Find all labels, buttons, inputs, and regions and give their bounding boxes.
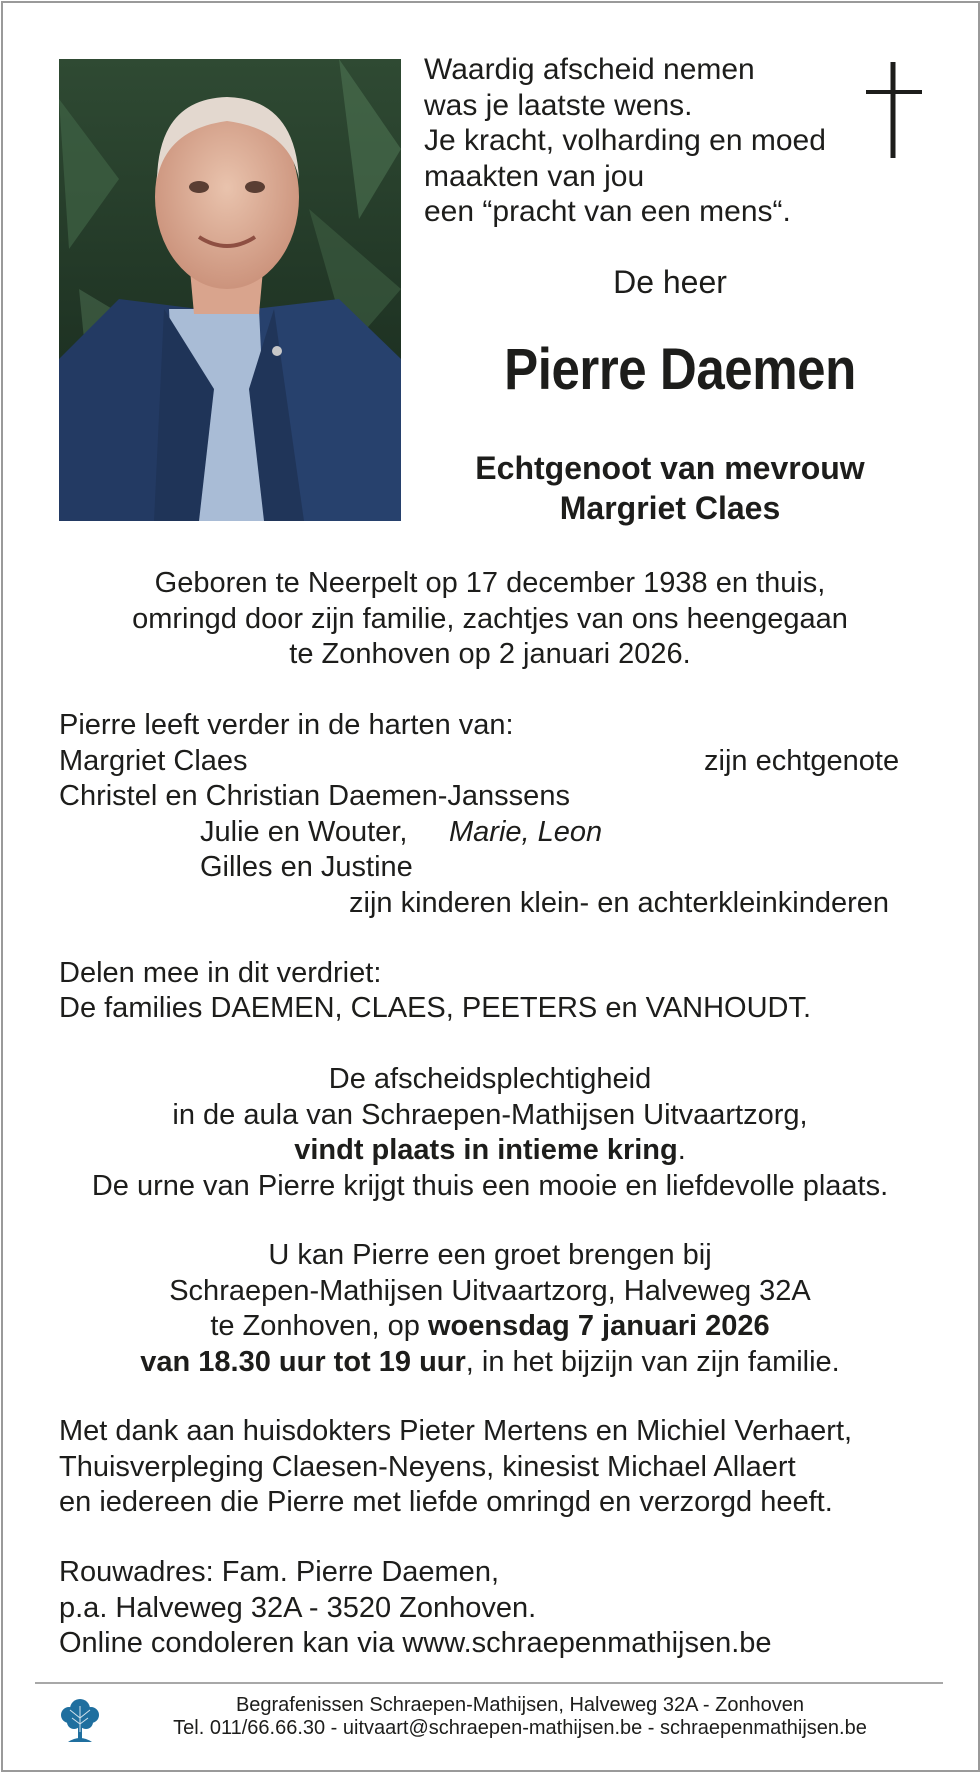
visit-date: woensdag 7 januari 2026 bbox=[427, 1310, 770, 1342]
visit-time: van 18.30 uur tot 19 uur bbox=[140, 1345, 466, 1378]
poem-line: maakten van jou bbox=[424, 159, 645, 193]
family-intro: Pierre leeft verder in de harten van: bbox=[59, 709, 514, 741]
children-entry: Christel en Christian Daemen-Janssens bbox=[59, 780, 570, 812]
spouse-line: Echtgenoot van mevrouw bbox=[475, 450, 865, 486]
address-line: p.a. Halveweg 32A - 3520 Zonhoven. bbox=[59, 1591, 537, 1624]
visit-text: te Zonhoven, op bbox=[210, 1310, 428, 1342]
ceremony-bold: vindt plaats in intieme kring bbox=[294, 1134, 678, 1166]
share-families: De families DAEMEN, CLAES, PEETERS en VANHOUDT. bbox=[59, 992, 812, 1024]
thanks-paragraph bbox=[59, 1414, 852, 1521]
footer-divider bbox=[35, 1682, 943, 1684]
visit-line bbox=[40, 1345, 940, 1381]
condolence-line: Online condoleren kan via www.schraepenmathijsen.be bbox=[59, 1627, 772, 1659]
thanks-line: Thuisverpleging Claesen-Neyens, kinesist Michael Allaert bbox=[59, 1450, 796, 1483]
ceremony-line: De afscheidsplechtigheid bbox=[328, 1063, 652, 1095]
address-line: Rouwadres: Fam. Pierre Daemen, bbox=[59, 1556, 499, 1588]
thanks-line: Met dank aan huisdokters Pieter Mertens en Michiel Verhaert, bbox=[59, 1415, 853, 1447]
ceremony-paragraph bbox=[40, 1062, 940, 1204]
deceased-name: Pierre Daemen bbox=[504, 337, 856, 402]
born-line: Geboren te Neerpelt op 17 december 1938 en thuis, bbox=[154, 567, 826, 599]
spouse-name: Margriet Claes bbox=[559, 490, 781, 526]
cross-icon bbox=[866, 62, 922, 160]
address-paragraph bbox=[59, 1555, 772, 1662]
poem-line: een “pracht van een mens“. bbox=[424, 195, 791, 228]
visitation-paragraph bbox=[40, 1238, 940, 1380]
poem-line: Je kracht, volharding en moed bbox=[424, 124, 826, 157]
great-grandchildren-entry bbox=[449, 815, 602, 851]
footer-company: Begrafenissen Schraepen-Mathijsen, Halveweg 32A - Zonhoven bbox=[235, 1694, 805, 1716]
born-line: te Zonhoven op 2 januari 2026. bbox=[289, 638, 691, 670]
footer-contact: Tel. 011/66.66.30 - uitvaart@schraepen-mathijsen.be - schraepenmathijsen.be bbox=[173, 1717, 867, 1739]
poem-line: Waardig afscheid nemen bbox=[424, 53, 755, 86]
children-role: zijn kinderen klein- en achterkleinkinderen bbox=[349, 887, 890, 919]
grandchildren-entry: Gilles en Justine bbox=[200, 851, 413, 883]
poem bbox=[424, 52, 826, 230]
ceremony-line bbox=[40, 1133, 940, 1169]
grandchildren-entry: Julie en Wouter, bbox=[200, 816, 408, 848]
footer-info bbox=[80, 1694, 960, 1740]
spouse-block bbox=[420, 448, 920, 528]
portrait-illustration bbox=[59, 59, 401, 521]
visit-text: , in het bijzijn van zijn familie. bbox=[465, 1345, 840, 1378]
birth-death-paragraph bbox=[40, 566, 940, 673]
portrait-photo bbox=[59, 59, 401, 521]
great-grandchildren-names: Marie, Leon bbox=[449, 816, 603, 848]
visit-line: Schraepen-Mathijsen Uitvaartzorg, Halveweg 32A bbox=[169, 1274, 811, 1307]
spouse-entry-name: Margriet Claes bbox=[59, 745, 248, 777]
poem-line: was je laatste wens. bbox=[424, 88, 693, 122]
ceremony-period: . bbox=[677, 1134, 686, 1166]
thanks-line: en iedereen die Pierre met liefde omringd en verzorgd heeft. bbox=[59, 1486, 833, 1518]
title-prefix: De heer bbox=[613, 264, 727, 300]
share-intro: Delen mee in dit verdriet: bbox=[59, 957, 382, 989]
born-line: omringd door zijn familie, zachtjes van ons heengegaan bbox=[132, 602, 848, 635]
spouse-entry-role: zijn echtgenote bbox=[704, 745, 900, 777]
ceremony-line: in de aula van Schraepen-Mathijsen Uitvaartzorg, bbox=[172, 1098, 808, 1131]
visit-line: U kan Pierre een groet brengen bij bbox=[268, 1239, 712, 1271]
visit-line bbox=[40, 1309, 940, 1345]
ceremony-line: De urne van Pierre krijgt thuis een mooie en liefdevolle plaats. bbox=[91, 1169, 889, 1202]
